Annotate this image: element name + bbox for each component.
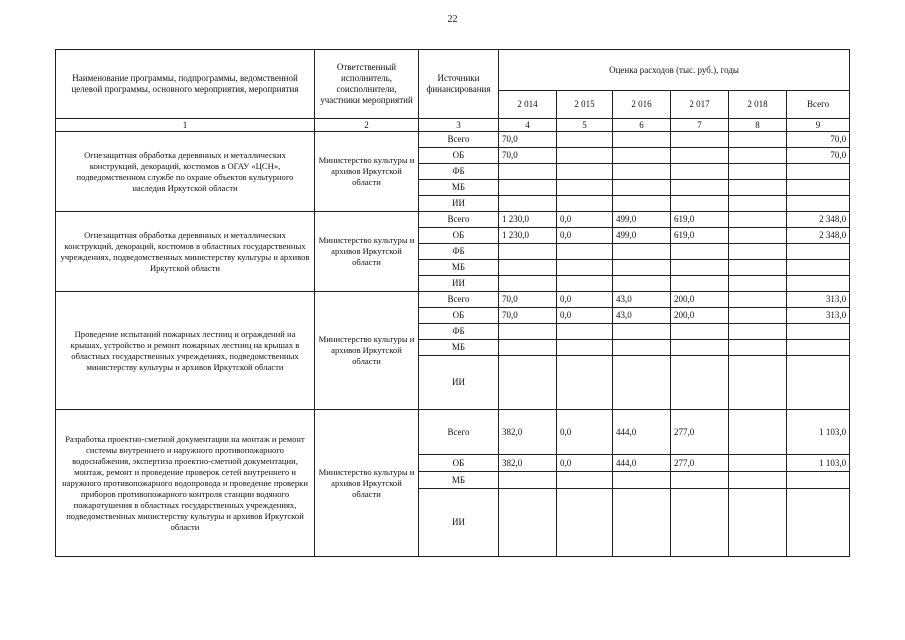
- funding-source: Всего: [419, 132, 499, 148]
- cost-cell: 0,0: [557, 410, 613, 455]
- header-year: 2 015: [557, 91, 613, 119]
- cost-cell: [499, 260, 557, 276]
- funding-source: МБ: [419, 472, 499, 489]
- cost-cell: [729, 410, 787, 455]
- cost-cell: 43,0: [613, 292, 671, 308]
- cost-cell: 619,0: [671, 228, 729, 244]
- responsible-executor: Министерство культуры и архивов Иркутской области: [315, 292, 419, 410]
- funding-source: ОБ: [419, 455, 499, 472]
- cost-cell: [671, 324, 729, 340]
- responsible-executor: Министерство культуры и архивов Иркутской области: [315, 410, 419, 557]
- cost-total-cell: [787, 340, 850, 356]
- table-row: [56, 212, 850, 228]
- column-number: 1: [56, 119, 315, 132]
- cost-cell: [557, 196, 613, 212]
- cost-total-cell: 70,0: [787, 148, 850, 164]
- column-number: 3: [419, 119, 499, 132]
- header-year: 2 018: [729, 91, 787, 119]
- cost-cell: [499, 244, 557, 260]
- cost-cell: [671, 164, 729, 180]
- cost-cell: [671, 356, 729, 410]
- cost-cell: [499, 489, 557, 557]
- funding-source: ИИ: [419, 276, 499, 292]
- cost-cell: [557, 132, 613, 148]
- cost-cell: [499, 340, 557, 356]
- cost-cell: 619,0: [671, 212, 729, 228]
- column-number: 6: [613, 119, 671, 132]
- cost-cell: 277,0: [671, 410, 729, 455]
- cost-cell: [613, 472, 671, 489]
- budget-table: [55, 49, 850, 557]
- cost-cell: [499, 164, 557, 180]
- cost-cell: [613, 164, 671, 180]
- cost-cell: 70,0: [499, 148, 557, 164]
- cost-cell: [671, 196, 729, 212]
- funding-source: ИИ: [419, 356, 499, 410]
- cost-cell: [671, 148, 729, 164]
- cost-cell: 0,0: [557, 308, 613, 324]
- funding-source: Всего: [419, 410, 499, 455]
- cost-cell: 1 230,0: [499, 228, 557, 244]
- cost-total-cell: 2 348,0: [787, 212, 850, 228]
- cost-total-cell: [787, 180, 850, 196]
- funding-source: МБ: [419, 180, 499, 196]
- cost-total-cell: 313,0: [787, 292, 850, 308]
- cost-total-cell: [787, 196, 850, 212]
- column-number: 2: [315, 119, 419, 132]
- cost-cell: [613, 324, 671, 340]
- cost-cell: 277,0: [671, 455, 729, 472]
- cost-cell: [557, 472, 613, 489]
- cost-cell: [671, 260, 729, 276]
- cost-total-cell: 1 103,0: [787, 410, 850, 455]
- cost-cell: [729, 244, 787, 260]
- cost-cell: [729, 340, 787, 356]
- cost-cell: [729, 212, 787, 228]
- funding-source: МБ: [419, 340, 499, 356]
- page-number: 22: [447, 14, 458, 25]
- cost-total-cell: [787, 472, 850, 489]
- column-number: 8: [729, 119, 787, 132]
- header-year: 2 017: [671, 91, 729, 119]
- table-row: [56, 292, 850, 308]
- cost-cell: [729, 196, 787, 212]
- cost-cell: [729, 180, 787, 196]
- cost-cell: [557, 148, 613, 164]
- cost-cell: [613, 244, 671, 260]
- cost-cell: [557, 244, 613, 260]
- funding-source: ФБ: [419, 324, 499, 340]
- cost-cell: 43,0: [613, 308, 671, 324]
- cost-total-cell: [787, 489, 850, 557]
- funding-source: ФБ: [419, 244, 499, 260]
- cost-cell: 70,0: [499, 132, 557, 148]
- cost-cell: 382,0: [499, 455, 557, 472]
- cost-cell: [729, 260, 787, 276]
- cost-cell: [557, 324, 613, 340]
- cost-cell: 70,0: [499, 292, 557, 308]
- cost-cell: [613, 196, 671, 212]
- cost-cell: [557, 180, 613, 196]
- cost-cell: 200,0: [671, 292, 729, 308]
- cost-cell: 1 230,0: [499, 212, 557, 228]
- cost-cell: [729, 164, 787, 180]
- cost-cell: [671, 276, 729, 292]
- cost-cell: [671, 244, 729, 260]
- cost-cell: [499, 196, 557, 212]
- table-row: [56, 132, 850, 148]
- activity-name: Огнезащитная обработка деревянных и металлических конструкций, декораций, костюмов в областных государственных учреждениях, подведомственных министерству культуры и архивов Иркутской области: [56, 212, 315, 292]
- column-number: 5: [557, 119, 613, 132]
- cost-cell: [499, 356, 557, 410]
- cost-cell: [729, 455, 787, 472]
- cost-cell: 499,0: [613, 212, 671, 228]
- cost-cell: 444,0: [613, 455, 671, 472]
- funding-source: ФБ: [419, 164, 499, 180]
- header-year: 2 014: [499, 91, 557, 119]
- cost-cell: 0,0: [557, 455, 613, 472]
- cost-cell: [499, 276, 557, 292]
- cost-total-cell: [787, 356, 850, 410]
- cost-cell: [499, 472, 557, 489]
- cost-cell: 0,0: [557, 292, 613, 308]
- activity-name: Разработка проектно-сметной документации на монтаж и ремонт системы внутреннего и наружного противопожарного водоснабжения, экспертиза проектно-сметной документации, монтаж, ремонт и проведение проверок сетей внутреннего и наружного противопожарного водопровода и проведение проверки приборов противопожарного контроля станции водяного пожаротушения в областных государственных учреждениях, подведомственных министерству культуры и архивов Иркутской области: [56, 410, 315, 557]
- cost-total-cell: 1 103,0: [787, 455, 850, 472]
- cost-cell: [729, 148, 787, 164]
- cost-total-cell: 70,0: [787, 132, 850, 148]
- header-costs: Оценка расходов (тыс. руб.), годы: [499, 50, 850, 91]
- cost-cell: [671, 180, 729, 196]
- header-sources: Источники финансирования: [419, 50, 499, 119]
- cost-cell: [557, 164, 613, 180]
- cost-cell: [557, 356, 613, 410]
- cost-cell: [671, 489, 729, 557]
- cost-cell: [613, 148, 671, 164]
- funding-source: Всего: [419, 212, 499, 228]
- cost-cell: 0,0: [557, 212, 613, 228]
- cost-cell: [557, 260, 613, 276]
- cost-cell: 70,0: [499, 308, 557, 324]
- responsible-executor: Министерство культуры и архивов Иркутской области: [315, 212, 419, 292]
- cost-cell: [729, 356, 787, 410]
- column-number: 9: [787, 119, 850, 132]
- activity-name: Проведение испытаний пожарных лестниц и ограждений на крышах, устройство и ремонт пожарных лестниц на крышах в областных государственных учреждениях, подведомственных министерству культуры и архивов Иркутской области: [56, 292, 315, 410]
- header-responsible: Ответственный исполнитель, соисполнители, участники мероприятий: [315, 50, 419, 119]
- cost-cell: [613, 489, 671, 557]
- cost-cell: 382,0: [499, 410, 557, 455]
- cost-cell: [613, 180, 671, 196]
- cost-total-cell: 2 348,0: [787, 228, 850, 244]
- cost-cell: [499, 324, 557, 340]
- funding-source: МБ: [419, 260, 499, 276]
- funding-source: ОБ: [419, 148, 499, 164]
- cost-total-cell: [787, 276, 850, 292]
- cost-cell: [671, 340, 729, 356]
- column-number: 7: [671, 119, 729, 132]
- cost-cell: [557, 340, 613, 356]
- cost-cell: [729, 228, 787, 244]
- cost-cell: [671, 472, 729, 489]
- header-total: Всего: [787, 91, 850, 119]
- cost-total-cell: [787, 324, 850, 340]
- funding-source: Всего: [419, 292, 499, 308]
- column-number: 4: [499, 119, 557, 132]
- cost-cell: [729, 489, 787, 557]
- cost-cell: [613, 132, 671, 148]
- cost-cell: [729, 308, 787, 324]
- funding-source: ИИ: [419, 196, 499, 212]
- cost-cell: [729, 324, 787, 340]
- table-row: [56, 410, 850, 455]
- activity-name: Огнезащитная обработка деревянных и металлических конструкций, декораций, костюмов в ОГАУ «ЦСН», подведомственном службе по охране объектов культурного наследия Иркутской области: [56, 132, 315, 212]
- cost-cell: [613, 276, 671, 292]
- cost-cell: [729, 276, 787, 292]
- cost-cell: [671, 132, 729, 148]
- cost-total-cell: [787, 164, 850, 180]
- cost-cell: [613, 356, 671, 410]
- cost-cell: [557, 276, 613, 292]
- cost-cell: [729, 132, 787, 148]
- cost-cell: 200,0: [671, 308, 729, 324]
- cost-cell: [729, 292, 787, 308]
- funding-source: ОБ: [419, 308, 499, 324]
- cost-cell: 444,0: [613, 410, 671, 455]
- responsible-executor: Министерство культуры и архивов Иркутской области: [315, 132, 419, 212]
- cost-cell: [613, 340, 671, 356]
- cost-cell: 0,0: [557, 228, 613, 244]
- cost-cell: [499, 180, 557, 196]
- funding-source: ОБ: [419, 228, 499, 244]
- cost-total-cell: 313,0: [787, 308, 850, 324]
- cost-total-cell: [787, 244, 850, 260]
- cost-cell: [613, 260, 671, 276]
- cost-cell: [557, 489, 613, 557]
- cost-cell: 499,0: [613, 228, 671, 244]
- cost-cell: [729, 472, 787, 489]
- cost-total-cell: [787, 260, 850, 276]
- header-name: Наименование программы, подпрограммы, ведомственной целевой программы, основного мероприятия, мероприятия: [56, 50, 315, 119]
- header-year: 2 016: [613, 91, 671, 119]
- funding-source: ИИ: [419, 489, 499, 557]
